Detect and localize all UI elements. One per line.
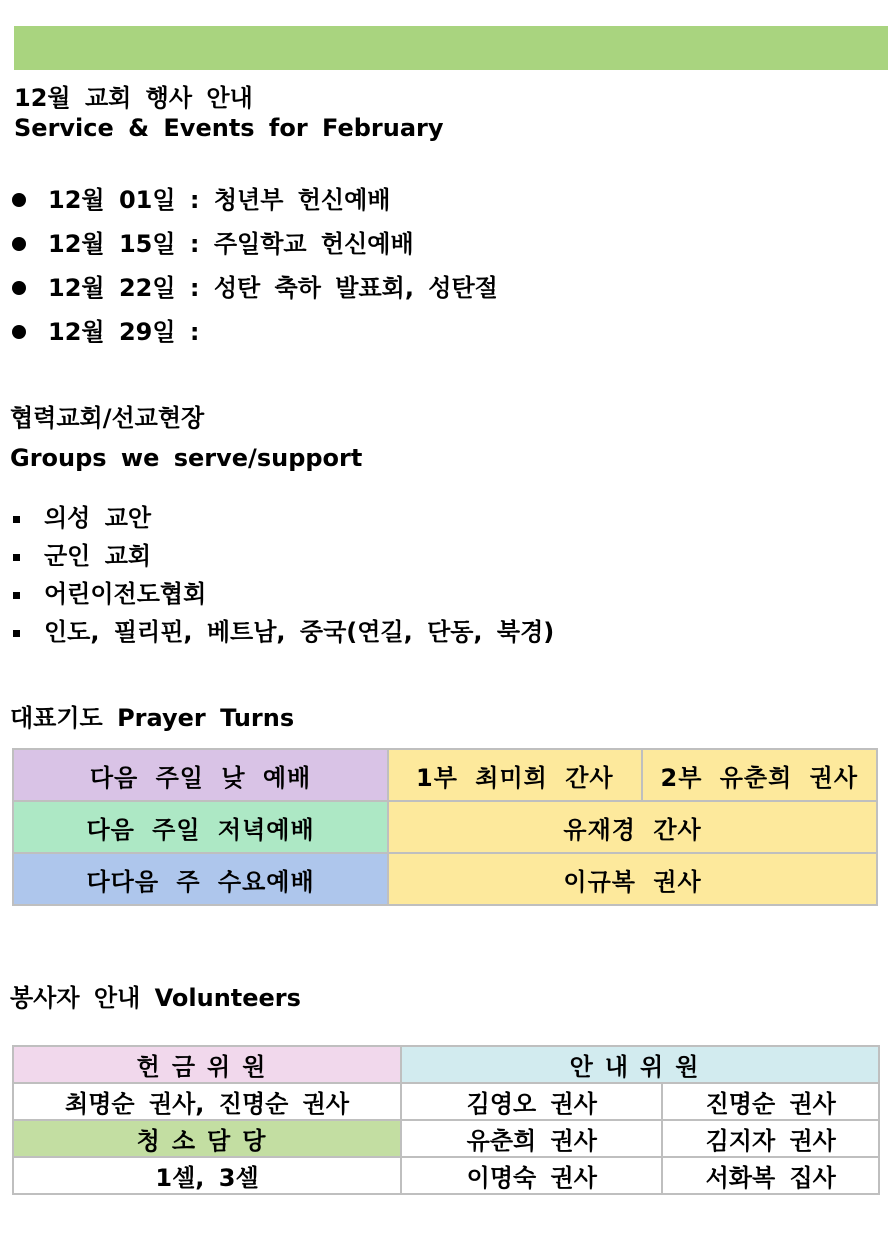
events-list	[10, 182, 498, 358]
page-title-ko: 12월 교회 행사 안내	[14, 84, 253, 112]
groups-title-en: Groups we serve/support	[10, 444, 363, 472]
table-row	[13, 1120, 879, 1157]
table-row	[13, 1083, 879, 1120]
page-title-en: Service & Events for February	[14, 114, 444, 142]
list-item: 군인 교회	[10, 538, 554, 576]
offering-members: 최명순 권사, 진명순 권사	[13, 1083, 401, 1120]
cleaning-header: 청소담당	[13, 1120, 401, 1157]
bullet-square-icon	[13, 592, 20, 599]
prayer-table	[12, 748, 878, 906]
table-row	[13, 1046, 879, 1083]
usher-cell: 이명숙 권사	[401, 1157, 662, 1194]
list-item: 12월 29일 :	[10, 314, 498, 358]
prayer-value: 유재경 간사	[388, 801, 877, 853]
prayer-label: 다음 주일 낮 예배	[13, 749, 388, 801]
bullet-square-icon	[13, 516, 20, 523]
volunteers-title: 봉사자 안내 Volunteers	[10, 984, 301, 1012]
groups-list	[10, 500, 554, 652]
list-item: 12월 22일 : 성탄 축하 발표회, 성탄절	[10, 270, 498, 314]
prayer-label: 다다음 주 수요예배	[13, 853, 388, 905]
usher-header: 안내위원	[401, 1046, 879, 1083]
list-item: 12월 15일 : 주일학교 헌신예배	[10, 226, 498, 270]
header-banner	[14, 26, 888, 70]
bullet-square-icon	[13, 554, 20, 561]
table-row	[13, 749, 877, 801]
bullet-dot-icon	[12, 281, 26, 295]
bullet-dot-icon	[12, 237, 26, 251]
list-item: 12월 01일 : 청년부 헌신예배	[10, 182, 498, 226]
prayer-value: 1부 최미희 간사	[388, 749, 641, 801]
list-item: 어린이전도협회	[10, 576, 554, 614]
table-row	[13, 1157, 879, 1194]
prayer-label: 다음 주일 저녁예배	[13, 801, 388, 853]
groups-title-ko: 협력교회/선교현장	[10, 404, 205, 432]
list-item: 인도, 필리핀, 베트남, 중국(연길, 단동, 북경)	[10, 614, 554, 652]
bullet-square-icon	[13, 630, 20, 637]
bullet-dot-icon	[12, 193, 26, 207]
offering-header: 헌금위원	[13, 1046, 401, 1083]
prayer-value: 이규복 권사	[388, 853, 877, 905]
usher-cell: 김영오 권사	[401, 1083, 662, 1120]
prayer-value: 2부 유춘희 권사	[642, 749, 877, 801]
prayer-title: 대표기도 Prayer Turns	[10, 704, 295, 732]
table-row	[13, 801, 877, 853]
usher-cell: 김지자 권사	[662, 1120, 879, 1157]
table-row	[13, 853, 877, 905]
usher-cell: 진명순 권사	[662, 1083, 879, 1120]
bullet-dot-icon	[12, 325, 26, 339]
usher-cell: 서화복 집사	[662, 1157, 879, 1194]
list-item: 의성 교안	[10, 500, 554, 538]
cleaning-members: 1셀, 3셀	[13, 1157, 401, 1194]
usher-cell: 유춘희 권사	[401, 1120, 662, 1157]
volunteers-table	[12, 1045, 880, 1195]
